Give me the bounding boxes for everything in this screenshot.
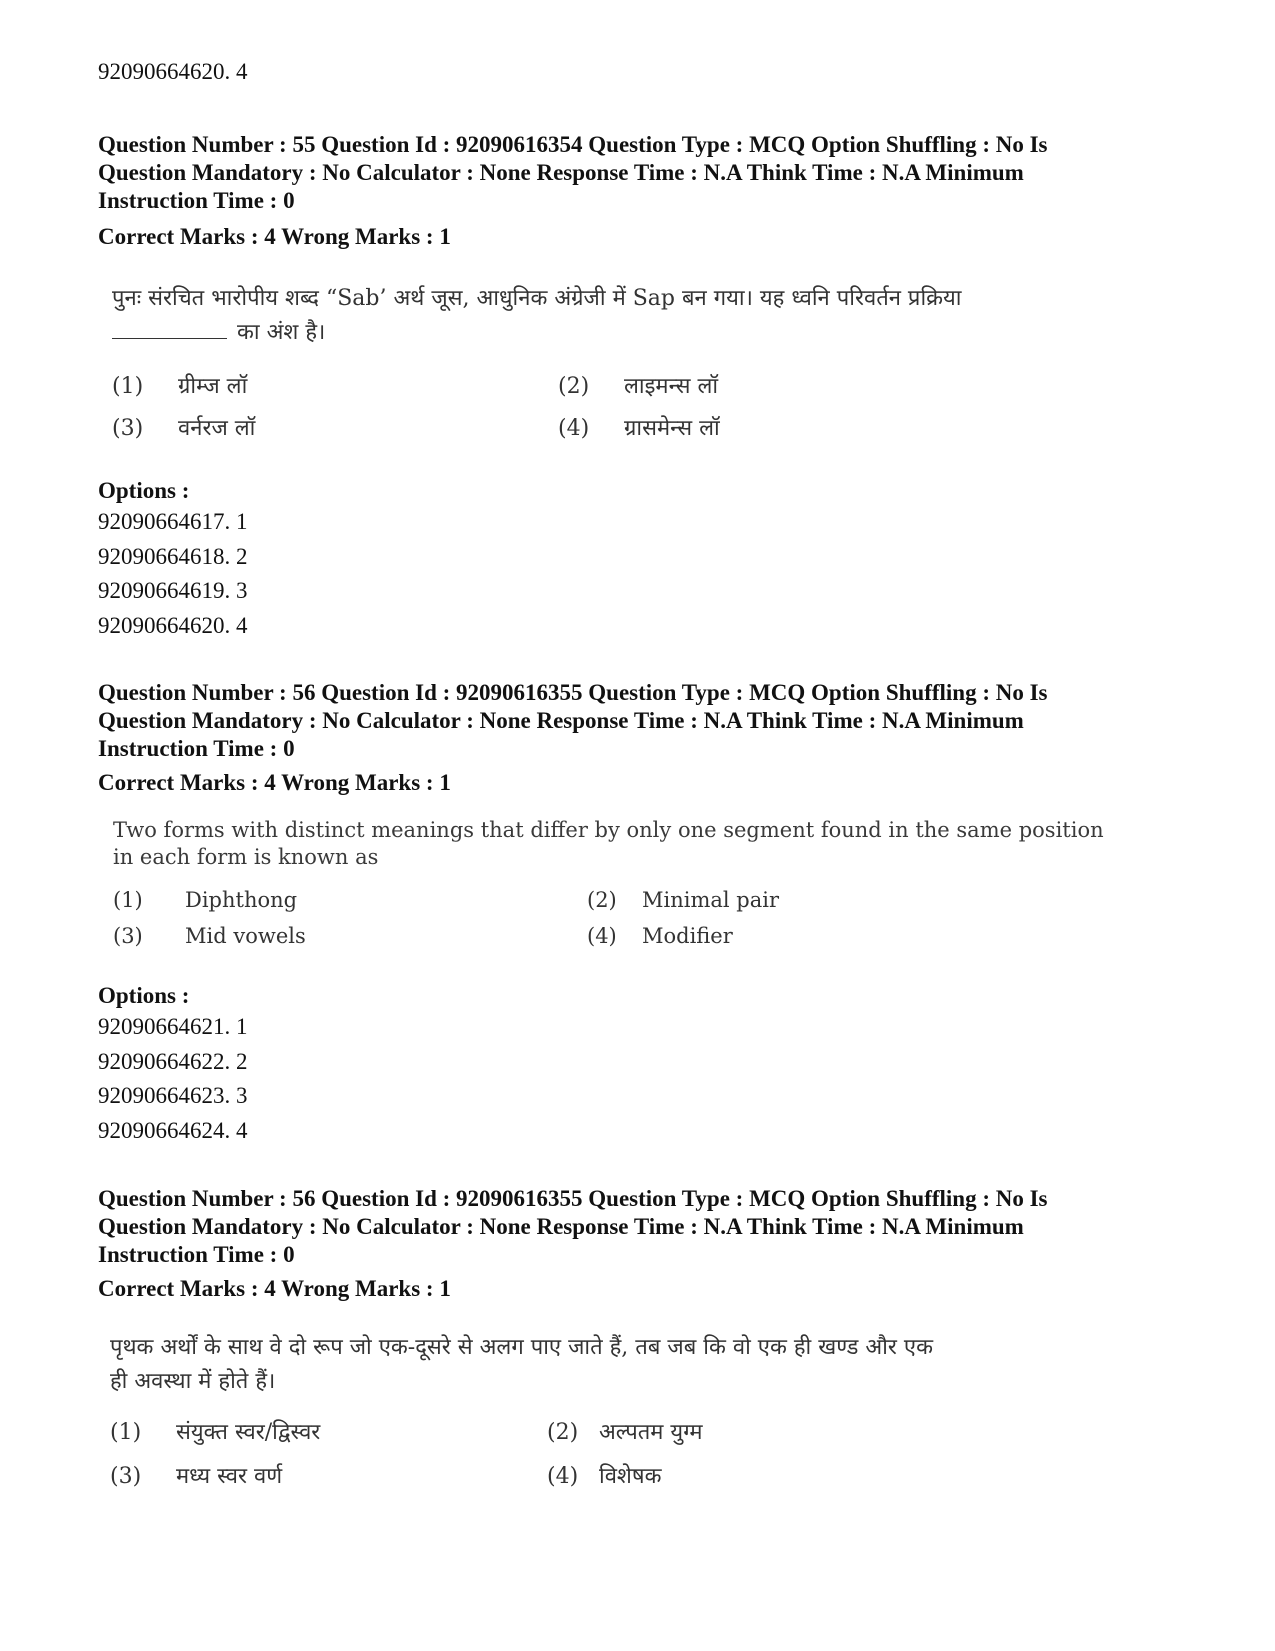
- choice-2: (2) अल्पतम युग्म: [547, 1420, 703, 1445]
- option-item: 92090664622. 2: [98, 1048, 248, 1074]
- question-55-choices: [112, 370, 812, 450]
- choice-3: (3) मध्य स्वर वर्ण: [110, 1464, 283, 1489]
- question-56-choices: [113, 888, 813, 958]
- question-56-hindi-meta: [98, 1185, 1178, 1269]
- meta-line: Question Mandatory : No Calculator : None Response Time : N.A Think Time : N.A Minimum: [98, 1214, 1024, 1239]
- question-text-line: पृथक अर्थों के साथ वे दो रूप जो एक-दूसरे से अलग पाए जाते हैं, तब जब कि वो एक ही खण्ड और एक: [110, 1335, 933, 1360]
- question-text-line: का अंश है।: [237, 320, 326, 345]
- question-56-text: [113, 817, 1104, 871]
- choice-4: (4) ग्रासमेन्स लॉ: [558, 416, 720, 441]
- options-heading: Options :: [98, 478, 190, 503]
- choice-1: (1) संयुक्त स्वर/द्विस्वर: [110, 1420, 321, 1445]
- meta-line: Question Mandatory : No Calculator : None Response Time : N.A Think Time : N.A Minimum: [98, 160, 1024, 185]
- question-55-marks: Correct Marks : 4 Wrong Marks : 1: [98, 224, 451, 249]
- meta-line: Question Number : 55 Question Id : 92090616354 Question Type : MCQ Option Shuffling : No Is: [98, 132, 1048, 157]
- option-item: 92090664624. 4: [98, 1117, 248, 1143]
- question-55-meta: [98, 131, 1178, 215]
- answer-blank: [112, 324, 227, 339]
- question-55-text: [112, 282, 962, 350]
- choice-3: (3) Mid vowels: [113, 924, 306, 948]
- option-item: 92090664621. 1: [98, 1014, 248, 1039]
- meta-line: Instruction Time : 0: [98, 188, 295, 213]
- choice-3: (3) वर्नरज लॉ: [112, 416, 256, 441]
- choice-2: (2) Minimal pair: [587, 888, 780, 912]
- meta-line: Question Mandatory : No Calculator : None Response Time : N.A Think Time : N.A Minimum: [98, 708, 1024, 733]
- question-text-line: in each form is known as: [113, 845, 379, 869]
- option-item: 92090664623. 3: [98, 1083, 248, 1108]
- choice-4: (4) Modifier: [587, 924, 733, 948]
- choice-1: (1) ग्रीम्ज लॉ: [112, 374, 248, 399]
- choice-4: (4) विशेषक: [547, 1464, 662, 1489]
- question-text-line: पुनः संरचित भारोपीय शब्द “Sab’ अर्थ जूस, आधुनिक अंग्रेजी में Sap बन गया। यह ध्वनि परिवर्तन प्रक्रिया: [112, 286, 962, 311]
- option-item: 92090664618. 2: [98, 543, 248, 569]
- meta-line: Instruction Time : 0: [98, 736, 295, 761]
- question-56-hindi-choices: [110, 1416, 810, 1506]
- choice-1: (1) Diphthong: [113, 888, 298, 912]
- option-item: 92090664620. 4: [98, 612, 248, 638]
- question-text-line: ही अवस्था में होते हैं।: [110, 1369, 276, 1394]
- meta-line: Instruction Time : 0: [98, 1242, 295, 1267]
- options-heading: Options :: [98, 983, 190, 1008]
- option-item: 92090664617. 1: [98, 509, 248, 534]
- option-item: 92090664619. 3: [98, 578, 248, 603]
- meta-line: Question Number : 56 Question Id : 92090616355 Question Type : MCQ Option Shuffling : No Is: [98, 680, 1048, 705]
- choice-2: (2) लाइमन्स लॉ: [558, 374, 719, 399]
- question-56-hindi-text: [110, 1331, 933, 1399]
- options-list: [98, 505, 248, 643]
- question-56-hindi-marks: Correct Marks : 4 Wrong Marks : 1: [98, 1276, 451, 1301]
- options-list: [98, 1010, 248, 1148]
- meta-line: Question Number : 56 Question Id : 92090616355 Question Type : MCQ Option Shuffling : No Is: [98, 1186, 1048, 1211]
- question-text-line: Two forms with distinct meanings that differ by only one segment found in the same position: [113, 818, 1104, 842]
- previous-option-line: 92090664620. 4: [98, 59, 248, 84]
- question-56-marks: Correct Marks : 4 Wrong Marks : 1: [98, 770, 451, 795]
- question-56-meta: [98, 679, 1178, 763]
